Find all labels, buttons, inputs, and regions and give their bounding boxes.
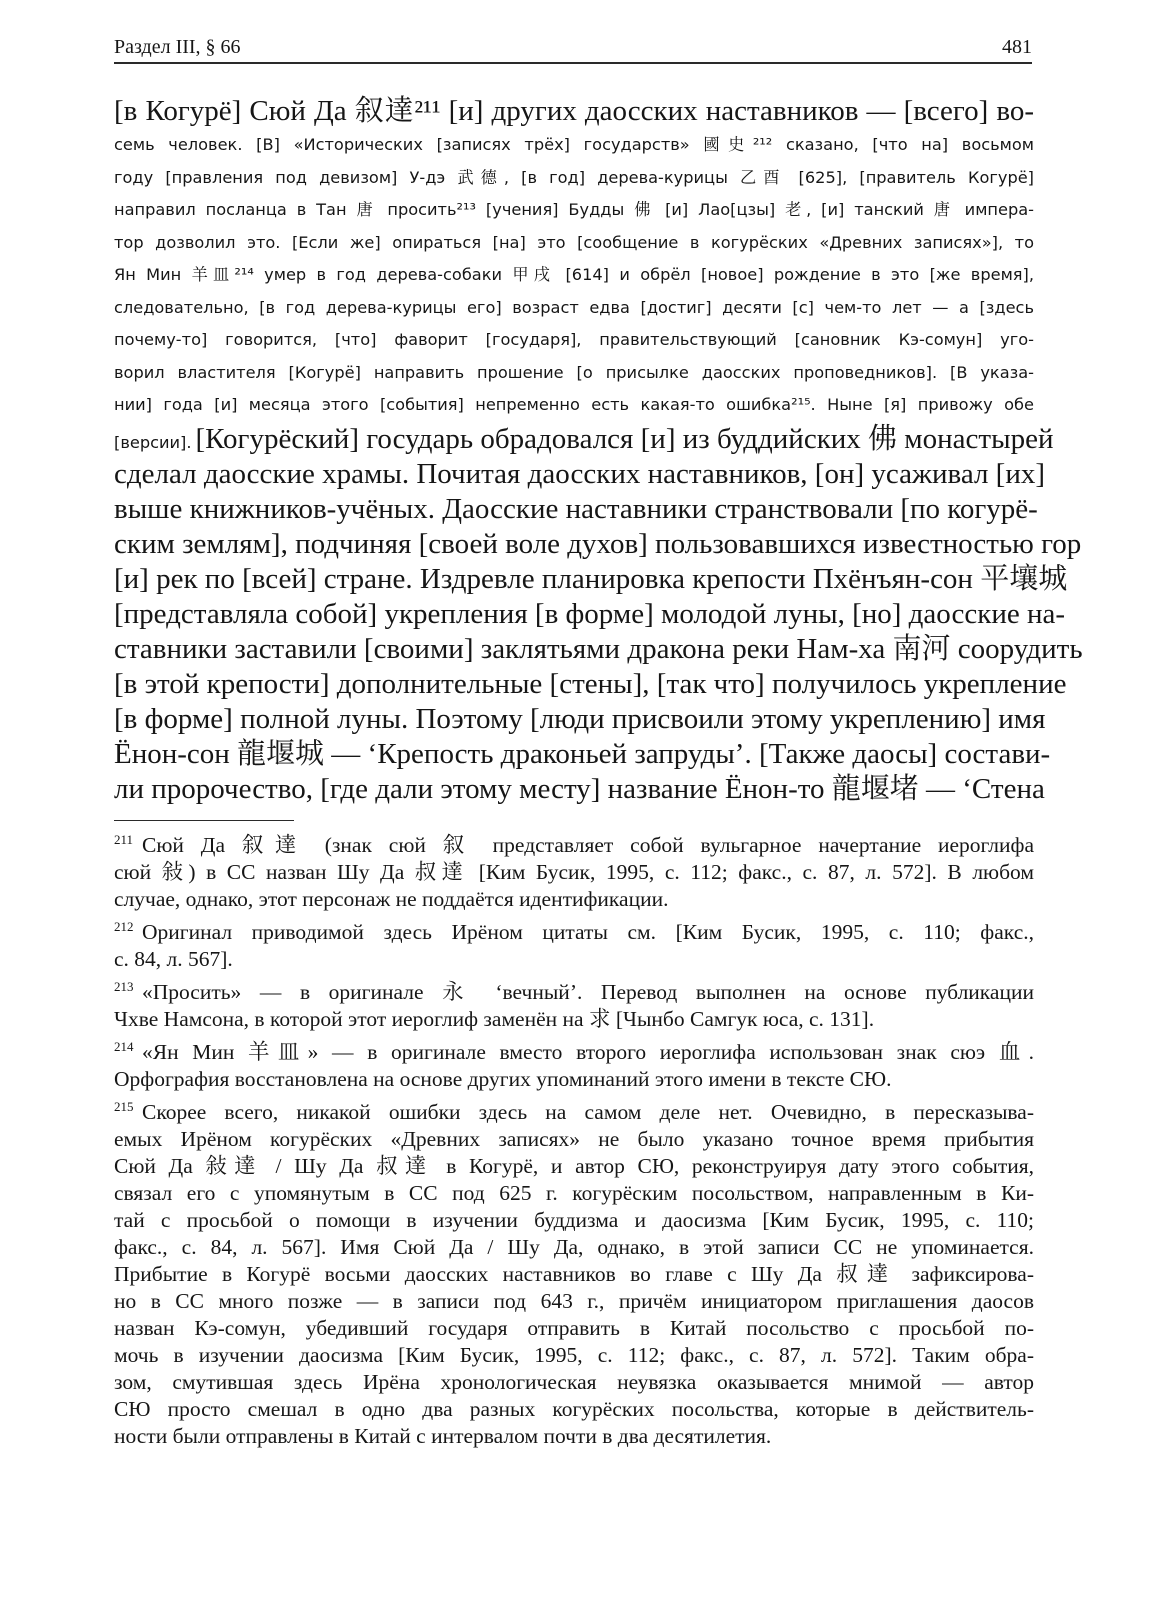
- text-line: Ян Мин 羊皿²¹⁴ умер в год дерева-собаки 甲戌 [614] и обрёл [новое] рождение в это [же время],: [114, 265, 1034, 284]
- text-line: почему-то] говорится, [что] фаворит [государя], правительствующий [сановник Кэ-сомун] уго-: [114, 330, 1034, 349]
- running-header: [114, 34, 1032, 64]
- footnote: [114, 979, 1034, 1033]
- footnote-line: случае, однако, этот персонаж не поддаётся идентификации.: [114, 887, 669, 911]
- section-title: Раздел III, § 66: [114, 36, 241, 58]
- footnote: [114, 919, 1034, 973]
- text-line: [в форме] полной луны. Поэтому [люди присвоили этому укреплению] имя: [114, 702, 1046, 735]
- footnote-line: емых Ирёном когурёских «Древних записях» не было указано точное время прибытия: [114, 1127, 1034, 1151]
- footnote-line: Орфография восстановлена на основе других упоминаний этого имени в тексте СЮ.: [114, 1067, 892, 1091]
- footnote-line: с. 84, л. 567].: [114, 947, 233, 971]
- footnote-line: Скорее всего, никакой ошибки здесь на самом деле нет. Очевидно, в пересказыва-: [142, 1100, 1034, 1124]
- footnote-line: Сюй Да 敍達 / Шу Да 叔達 в Когурё, и автор СЮ, реконструируя дату этого события,: [114, 1154, 1034, 1178]
- footnote: [114, 832, 1034, 913]
- footnote-number: 213: [114, 979, 134, 994]
- page-number: 481: [1002, 36, 1032, 58]
- footnote-line: назван Кэ-сомун, убедивший государя отправить в Китай посольство с просьбой по-: [114, 1316, 1034, 1340]
- main-text: [114, 94, 1083, 807]
- text-line: [представляла собой] укрепления [в форме] молодой луны, [но] даосские на-: [114, 597, 1066, 630]
- text-line: направил посланца в Тан 唐 просить²¹³ [учения] Будды 佛 [и] Лао[цзы] 老, [и] танский 唐 импера-: [114, 200, 1034, 219]
- footnote: [114, 1039, 1034, 1093]
- text-line: выше книжников-учёных. Даосские наставники странствовали [по когурё-: [114, 492, 1038, 525]
- footnote-line: СЮ просто смешал в одно два разных когурёских посольства, которые в действитель-: [114, 1397, 1034, 1421]
- footnote-line: факс., с. 84, л. 567]. Имя Сюй Да / Шу Да, однако, в этой записи СС не упоминается.: [114, 1235, 1034, 1259]
- text-run: [версии].: [114, 432, 192, 452]
- footnote-line: «Ян Мин 羊皿» — в оригинале вместо второго иероглифа использован знак сюэ 血.: [142, 1040, 1034, 1064]
- footnote-line: Прибытие в Когурё восьми даосских наставников во главе с Шу Да 叔達 зафиксирова-: [114, 1262, 1034, 1286]
- footnote-line: «Просить» — в оригинале 永 ‘вечный’. Перевод выполнен на основе публикации: [142, 980, 1034, 1004]
- footnote-line: мочь в изучении даосизма [Ким Бусик, 1995, с. 112; факс., с. 87, л. 572]. Таким обра-: [114, 1343, 1034, 1367]
- text-line: ским землям], подчиняя [своей воле духов] пользовавшихся известностью гор: [114, 527, 1082, 560]
- footnote-line: Оригинал приводимой здесь Ирёном цитаты см. [Ким Бусик, 1995, с. 110; факс.,: [142, 920, 1034, 944]
- footnotes: [114, 832, 1034, 1456]
- footnote: [114, 1099, 1034, 1450]
- text-line: году [правления под девизом] У-дэ 武德, [в год] дерева-курицы 乙酉 [625], [правитель Когурё]: [114, 167, 1034, 187]
- footnote-line: связал его с упомянутым в СС под 625 г. когурёским посольством, направленным в Ки-: [114, 1181, 1034, 1205]
- footnote-line: сюй 敍) в СС назван Шу Да 叔達 [Ким Бусик, 1995, с. 112; факс., с. 87, л. 572]. В любом: [114, 860, 1034, 884]
- text-line: ворил властителя [Когурё] направить прошение [о присылке даосских проповедников]. [В указа-: [114, 362, 1034, 382]
- footnote-number: 211: [114, 832, 134, 847]
- text-line: [114, 422, 1054, 457]
- footnote-line: но в СС много позже — в записи под 643 г., причём инициатором приглашения даосов: [114, 1289, 1034, 1313]
- text-line: [в этой крепости] дополнительные [стены], [так что] получилось укрепление: [114, 667, 1067, 700]
- footnote-line: ности были отправлены в Китай с интервалом почти в два десятилетия.: [114, 1424, 772, 1448]
- footnote-line: Сюй Да 叙達 (знак сюй 叙 представляет собой вульгарное начертание иероглифа: [142, 833, 1034, 857]
- footnote-number: 212: [114, 919, 134, 934]
- text-line: сделал даосские храмы. Почитая даосских наставников, [он] усаживал [их]: [114, 457, 1046, 490]
- footnote-line: зом, смутившая здесь Ирёна хронологическая неувязка оказывается мнимой — автор: [114, 1370, 1034, 1394]
- text-line: следовательно, [в год дерева-курицы его] возраст едва [достиг] десяти [с] чем-то лет — а [здесь: [114, 297, 1034, 317]
- footnote-line: Чхве Намсона, в которой этот иероглиф заменён на 求 [Чынбо Самгук юса, с. 131].: [114, 1007, 875, 1031]
- footnote-number: 215: [114, 1099, 134, 1114]
- text-line: ли пророчество, [где дали этому месту] название Ёнон-то 龍堰堵 — ‘Стена: [114, 772, 1045, 805]
- text-line: [и] рек по [всей] стране. Издревле планировка крепости Пхёнъян-сон 平壤城: [114, 562, 1068, 595]
- text-run: [Когурёский] государь обрадовался [и] из буддийских 佛 монастырей: [195, 422, 1054, 455]
- text-line: тор дозволил это. [Если же] опираться [на] это [сообщение в когурёских «Древних записях»], то: [114, 232, 1034, 252]
- footnote-number: 214: [114, 1039, 134, 1054]
- text-line: семь человек. [В] «Исторических [записях трёх] государств» 國史²¹² сказано, [что на] восьмом: [114, 135, 1034, 154]
- text-line: [в Когурё] Сюй Да 叙達²¹¹ [и] других даосских наставников — [всего] во-: [114, 95, 1034, 127]
- text-line: Ёнон-сон 龍堰城 — ‘Крепость драконьей запруды’. [Также даосы] состави-: [114, 737, 1051, 770]
- text-line: ставники заставили [своими] заклятьями дракона реки Нам-ха 南河 соорудить: [114, 632, 1083, 665]
- footnote-separator: [114, 820, 294, 821]
- footnote-line: тай с просьбой о помощи в изучении буддизма и даосизма [Ким Бусик, 1995, с. 110;: [114, 1208, 1034, 1232]
- text-line: нии] года [и] месяца этого [события] непременно есть какая-то ошибка²¹⁵. Ныне [я] привожу обе: [114, 395, 1034, 414]
